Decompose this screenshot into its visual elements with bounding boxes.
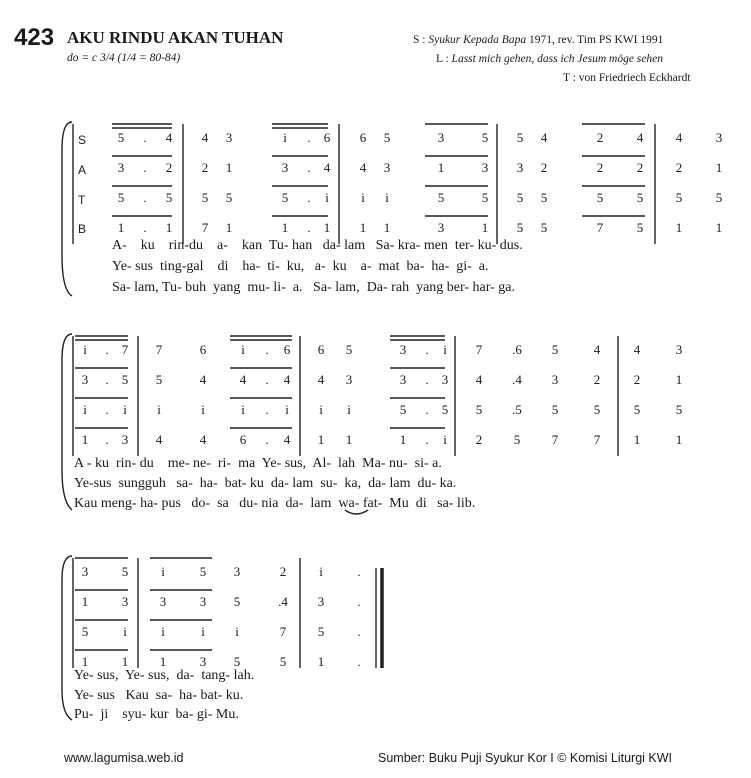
note-s2-b-11: 1 — [399, 432, 407, 447]
note-s1-a-8: 4 — [323, 160, 331, 175]
note-s2-a-3: 5 — [121, 372, 129, 387]
note-s1-b-18: 1 — [715, 220, 723, 235]
system-3-lyric-2: Ye- sus Kau sa- ha- bat- ku. — [74, 688, 244, 703]
note-s3-s-8: . — [357, 564, 361, 579]
note-s2-s-10: 5 — [345, 342, 353, 357]
note-s1-s-13: 5 — [516, 130, 524, 145]
note-s2-a-7: . — [265, 372, 269, 387]
note-s1-a-4: 2 — [201, 160, 209, 175]
note-s1-a-17: 2 — [675, 160, 683, 175]
note-s2-a-12: . — [425, 372, 429, 387]
note-s1-a-13: 3 — [516, 160, 524, 175]
system-2-lyric-2: Ye-sus sungguh sa- ha- bat- ku da- lam su- ka, da- lam du- ka. — [74, 476, 457, 491]
note-s2-s-6: i — [241, 342, 245, 357]
note-s2-b-15: 5 — [513, 432, 521, 447]
note-s2-b-16: 7 — [551, 432, 559, 447]
system-2-lyric-3: Kau meng- ha- pus do- sa du- nia da- lam wa- fat- Mu di sa- lib. — [74, 496, 476, 511]
note-s1-a-1: 3 — [117, 160, 125, 175]
source-title: Syukur Kepada Bapa — [428, 34, 527, 46]
system-2-lyric-1: A - ku rin- du me- ne- ri- ma Ye- sus, Al- lah Ma- nu- si- a. — [74, 456, 442, 471]
note-s1-t-11: 5 — [437, 190, 445, 205]
note-s3-t-5: i — [235, 624, 239, 639]
note-s3-t-3: i — [161, 624, 165, 639]
note-s2-t-3: i — [123, 402, 127, 417]
footer-website[interactable]: www.lagumisa.web.id — [64, 751, 184, 765]
note-s1-b-10: 1 — [383, 220, 391, 235]
note-s2-t-12: . — [425, 402, 429, 417]
note-s2-s-9: 6 — [317, 342, 325, 357]
note-s1-s-18: 3 — [715, 130, 723, 145]
tune-title: Lasst mich gehen, dass ich Jesum möge sehen — [451, 53, 663, 65]
note-s1-b-7: . — [307, 220, 311, 235]
note-s1-t-7: . — [307, 190, 311, 205]
song-number: 423 — [14, 24, 55, 51]
note-s2-a-13: 3 — [441, 372, 449, 387]
note-s2-t-11: 5 — [399, 402, 407, 417]
brace-system-2 — [62, 334, 72, 510]
note-s2-t-16: 5 — [551, 402, 559, 417]
note-s2-a-11: 3 — [399, 372, 407, 387]
note-s2-s-15: .6 — [512, 342, 522, 357]
note-s1-t-14: 5 — [540, 190, 548, 205]
note-s1-b-17: 1 — [675, 220, 683, 235]
note-s1-s-5: 3 — [225, 130, 233, 145]
note-s2-a-19: 1 — [675, 372, 683, 387]
note-s1-a-11: 1 — [437, 160, 445, 175]
note-s2-a-9: 4 — [317, 372, 325, 387]
note-s1-t-4: 5 — [201, 190, 209, 205]
note-s2-t-17: 5 — [593, 402, 601, 417]
note-s2-s-8: 6 — [283, 342, 291, 357]
note-s2-t-2: . — [105, 402, 109, 417]
note-s2-b-1: 1 — [81, 432, 89, 447]
note-s2-a-18: 2 — [633, 372, 641, 387]
note-s1-s-15: 2 — [596, 130, 604, 145]
note-s3-s-3: i — [161, 564, 165, 579]
note-s3-s-4: 5 — [199, 564, 207, 579]
note-s1-s-4: 4 — [201, 130, 209, 145]
tune-prefix: L : — [436, 53, 449, 65]
note-s2-b-12: . — [425, 432, 429, 447]
note-s3-a-3: 3 — [159, 594, 167, 609]
note-s3-a-8: . — [357, 594, 361, 609]
note-s2-b-17: 7 — [593, 432, 601, 447]
voice-label-b: B — [78, 222, 87, 236]
note-s2-b-18: 1 — [633, 432, 641, 447]
note-s1-t-17: 5 — [675, 190, 683, 205]
note-s1-t-6: 5 — [281, 190, 289, 205]
note-s3-b-7: 1 — [317, 654, 325, 669]
note-s1-t-3: 5 — [165, 190, 173, 205]
note-s1-b-5: 1 — [225, 220, 233, 235]
note-s1-s-1: 5 — [117, 130, 125, 145]
note-s3-a-4: 3 — [199, 594, 207, 609]
footer-source: Sumber: Buku Puji Syukur Kor I © Komisi Liturgi KWI — [378, 751, 673, 765]
note-s1-s-14: 4 — [540, 130, 548, 145]
note-s1-a-2: . — [143, 160, 147, 175]
note-s1-s-10: 5 — [383, 130, 391, 145]
note-s2-a-16: 3 — [551, 372, 559, 387]
voice-label-t: T — [78, 193, 86, 207]
note-s2-s-14: 7 — [475, 342, 483, 357]
note-s2-b-14: 2 — [475, 432, 483, 447]
note-s1-b-8: 1 — [323, 220, 331, 235]
note-s2-s-18: 4 — [633, 342, 641, 357]
note-s2-b-8: 4 — [283, 432, 291, 447]
note-s3-b-8: . — [357, 654, 361, 669]
note-s3-s-6: 2 — [279, 564, 287, 579]
note-s1-t-1: 5 — [117, 190, 125, 205]
note-s2-t-19: 5 — [675, 402, 683, 417]
note-s1-t-15: 5 — [596, 190, 604, 205]
note-s2-t-18: 5 — [633, 402, 641, 417]
note-s2-s-19: 3 — [675, 342, 683, 357]
source-prefix: S : — [413, 34, 426, 46]
note-s1-b-3: 1 — [165, 220, 173, 235]
note-s2-t-14: 5 — [475, 402, 483, 417]
note-s1-s-11: 3 — [437, 130, 445, 145]
note-s2-a-17: 2 — [593, 372, 601, 387]
system-1-lyric-3: Sa- lam, Tu- buh yang mu- li- a. Sa- lam, Da- rah yang ber- har- ga. — [112, 280, 516, 295]
note-s1-t-12: 5 — [481, 190, 489, 205]
note-s2-a-1: 3 — [81, 372, 89, 387]
note-s2-t-10: i — [347, 402, 351, 417]
note-s3-t-8: . — [357, 624, 361, 639]
source-rest: 1971, rev. Tim PS KWI 1991 — [528, 34, 664, 46]
note-s2-t-5: i — [201, 402, 205, 417]
note-s2-a-8: 4 — [283, 372, 291, 387]
note-s3-t-2: i — [123, 624, 127, 639]
note-s1-a-16: 2 — [636, 160, 644, 175]
note-s2-a-5: 4 — [199, 372, 207, 387]
note-s2-a-14: 4 — [475, 372, 483, 387]
note-s2-s-13: i — [443, 342, 447, 357]
note-s1-b-4: 7 — [201, 220, 209, 235]
note-s1-s-6: i — [283, 130, 287, 145]
note-s2-t-6: i — [241, 402, 245, 417]
note-s1-s-16: 4 — [636, 130, 644, 145]
note-s1-s-17: 4 — [675, 130, 683, 145]
note-s3-b-2: 1 — [121, 654, 129, 669]
note-s1-a-10: 3 — [383, 160, 391, 175]
note-s3-a-2: 3 — [121, 594, 129, 609]
note-s1-a-18: 1 — [715, 160, 723, 175]
system-3-lyric-3: Pu- ji syu- kur ba- gi- Mu. — [74, 707, 239, 722]
note-s1-t-13: 5 — [516, 190, 524, 205]
note-s3-a-1: 1 — [81, 594, 89, 609]
note-s1-b-11: 3 — [437, 220, 445, 235]
note-s3-t-4: i — [201, 624, 205, 639]
note-s1-b-9: 1 — [359, 220, 367, 235]
note-s1-s-9: 6 — [359, 130, 367, 145]
note-s1-b-6: 1 — [281, 220, 289, 235]
note-s2-b-2: . — [105, 432, 109, 447]
note-s2-b-4: 4 — [155, 432, 163, 447]
note-s1-a-7: . — [307, 160, 311, 175]
note-s3-a-6: .4 — [278, 594, 288, 609]
text-author: T : von Friedriech Eckhardt — [563, 72, 691, 84]
system-1-lyric-1: A- ku rin-du a- kan Tu- han da- lam Sa- kra- men ter- ku- dus. — [112, 238, 523, 253]
note-s3-b-4: 3 — [199, 654, 207, 669]
note-s3-s-1: 3 — [81, 564, 89, 579]
note-s3-b-6: 5 — [279, 654, 287, 669]
note-s2-s-5: 6 — [199, 342, 207, 357]
key-signature: do = c 3/4 (1/4 = 80-84) — [67, 52, 181, 64]
note-s3-a-7: 3 — [317, 594, 325, 609]
note-s2-t-1: i — [83, 402, 87, 417]
note-s2-a-6: 4 — [239, 372, 247, 387]
note-s2-t-7: . — [265, 402, 269, 417]
note-s2-s-17: 4 — [593, 342, 601, 357]
note-s1-b-16: 5 — [636, 220, 644, 235]
note-s2-b-6: 6 — [239, 432, 247, 447]
note-s2-a-15: .4 — [512, 372, 522, 387]
note-s2-t-13: 5 — [441, 402, 449, 417]
note-s1-t-9: i — [361, 190, 365, 205]
voice-label-a: A — [78, 163, 87, 177]
note-s1-s-2: . — [143, 130, 147, 145]
note-s2-s-2: . — [105, 342, 109, 357]
note-s3-a-5: 5 — [233, 594, 241, 609]
note-s1-b-13: 5 — [516, 220, 524, 235]
note-s1-t-16: 5 — [636, 190, 644, 205]
system-1-lyric-2: Ye- sus ting-gal di ha- ti- ku, a- ku a- mat ba- ha- gi- a. — [112, 259, 489, 274]
note-s1-a-6: 3 — [281, 160, 289, 175]
note-s1-s-12: 5 — [481, 130, 489, 145]
note-s3-s-5: 3 — [233, 564, 241, 579]
note-s1-b-2: . — [143, 220, 147, 235]
note-s1-a-3: 2 — [165, 160, 173, 175]
note-s1-t-8: i — [325, 190, 329, 205]
note-s1-t-10: i — [385, 190, 389, 205]
note-s1-b-1: 1 — [117, 220, 125, 235]
note-s2-b-3: 3 — [121, 432, 129, 447]
brace-system-3 — [62, 556, 72, 720]
note-s1-s-8: 6 — [323, 130, 331, 145]
note-s1-t-2: . — [143, 190, 147, 205]
note-s2-b-5: 4 — [199, 432, 207, 447]
note-s3-s-7: i — [319, 564, 323, 579]
system-3-lyric-1: Ye- sus, Ye- sus, da- tang- lah. — [74, 668, 255, 683]
note-s1-t-5: 5 — [225, 190, 233, 205]
note-s1-a-14: 2 — [540, 160, 548, 175]
note-s1-a-15: 2 — [596, 160, 604, 175]
brace-system-1 — [62, 122, 72, 296]
note-s2-t-4: i — [157, 402, 161, 417]
note-s2-s-3: 7 — [121, 342, 129, 357]
note-s1-a-5: 1 — [225, 160, 233, 175]
note-s2-a-2: . — [105, 372, 109, 387]
note-s2-s-16: 5 — [551, 342, 559, 357]
note-s2-s-11: 3 — [399, 342, 407, 357]
note-s2-s-12: . — [425, 342, 429, 357]
note-s1-b-12: 1 — [481, 220, 489, 235]
note-s2-s-1: i — [83, 342, 87, 357]
note-s1-a-9: 4 — [359, 160, 367, 175]
note-s1-s-7: . — [307, 130, 311, 145]
note-s2-t-8: i — [285, 402, 289, 417]
note-s3-b-1: 1 — [81, 654, 89, 669]
note-s1-s-3: 4 — [165, 130, 173, 145]
note-s2-b-10: 1 — [345, 432, 353, 447]
note-s3-t-1: 5 — [81, 624, 89, 639]
note-s3-b-5: 5 — [233, 654, 241, 669]
note-s2-s-4: 7 — [155, 342, 163, 357]
note-s2-b-9: 1 — [317, 432, 325, 447]
note-s2-b-7: . — [265, 432, 269, 447]
note-s2-a-4: 5 — [155, 372, 163, 387]
note-s2-s-7: . — [265, 342, 269, 357]
note-s1-a-12: 3 — [481, 160, 489, 175]
note-s3-s-2: 5 — [121, 564, 129, 579]
song-title: AKU RINDU AKAN TUHAN — [67, 28, 284, 47]
note-s3-t-6: 7 — [279, 624, 287, 639]
note-s3-b-3: 1 — [159, 654, 167, 669]
voice-label-s: S — [78, 133, 87, 147]
note-s2-b-19: 1 — [675, 432, 683, 447]
note-s2-t-15: .5 — [512, 402, 522, 417]
note-s2-t-9: i — [319, 402, 323, 417]
note-s2-a-10: 3 — [345, 372, 353, 387]
note-s1-b-14: 5 — [540, 220, 548, 235]
note-s1-t-18: 5 — [715, 190, 723, 205]
note-s1-b-15: 7 — [596, 220, 604, 235]
note-s2-b-13: i — [443, 432, 447, 447]
note-s3-t-7: 5 — [317, 624, 325, 639]
